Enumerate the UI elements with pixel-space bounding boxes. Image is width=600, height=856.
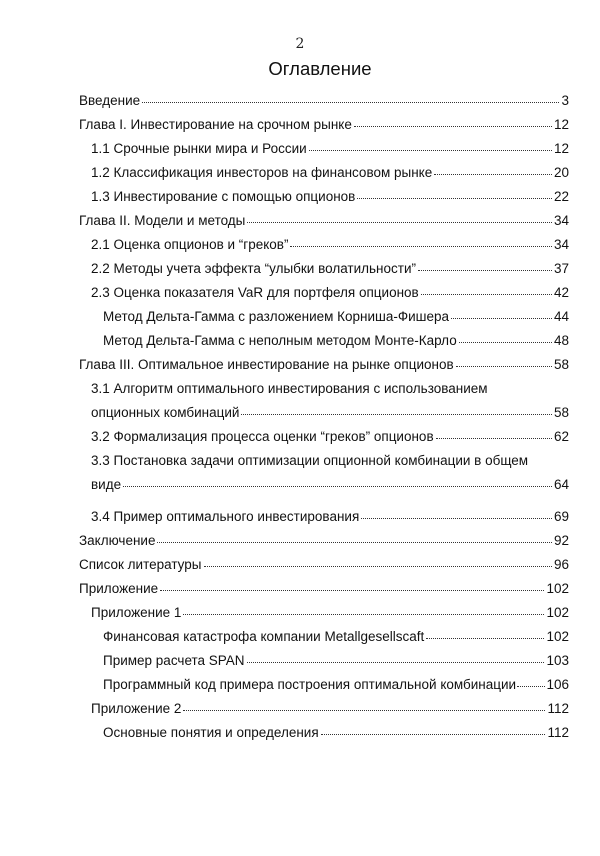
toc-page-number: 34 [553, 237, 569, 252]
toc-entry-label: Финансовая катастрофа компании Metallgesellscaft [103, 629, 425, 644]
toc-entry-label: опционных комбинаций [91, 405, 240, 420]
toc-leader-dots [354, 122, 552, 127]
toc-entry-2-3-method-2[interactable] [103, 332, 569, 350]
toc-entry-appendix-2[interactable] [91, 700, 569, 718]
toc-page-number: 102 [546, 629, 569, 644]
toc-entry-2-2[interactable] [91, 260, 569, 278]
toc-entry-appendix-1-item-3[interactable] [103, 676, 569, 694]
toc-entry-label-first-line: 3.3 Постановка задачи оптимизации опционной комбинации в общем [91, 453, 529, 468]
toc-entry-conclusion[interactable] [79, 532, 569, 550]
toc-entry-label: Введение [79, 93, 141, 108]
toc-entry-label: 1.3 Инвестирование с помощью опционов [91, 189, 356, 204]
toc-entry-1-2[interactable] [91, 164, 569, 182]
toc-leader-dots [157, 538, 551, 543]
toc-page-number: 92 [553, 533, 569, 548]
toc-entry-appendix-1[interactable] [91, 604, 569, 622]
toc-leader-dots [357, 194, 552, 199]
toc-entry-3-4[interactable] [91, 508, 569, 526]
toc-entry-label: 2.3 Оценка показателя VaR для портфеля опционов [91, 285, 419, 300]
toc-entry-label: Основные понятия и определения [103, 725, 319, 740]
toc-entry-2-3-method-1[interactable] [103, 308, 569, 326]
toc-page-number: 12 [553, 117, 569, 132]
toc-leader-dots [451, 314, 552, 319]
toc-entry-introduction[interactable] [79, 92, 569, 110]
toc-entry-1-1[interactable] [91, 140, 569, 158]
toc-page-number: 102 [546, 605, 569, 620]
toc-page-number: 112 [547, 725, 569, 740]
toc-entry-references[interactable] [79, 556, 569, 574]
toc-leader-dots [517, 682, 545, 687]
toc-entry-label: Метод Дельта-Гамма с неполным методом Монте-Карло [103, 333, 457, 348]
toc-entry-chapter-1[interactable] [79, 116, 569, 134]
toc-page-number: 58 [553, 357, 569, 372]
toc-leader-dots [183, 610, 544, 615]
toc-leader-dots [459, 338, 552, 343]
toc-leader-dots [290, 242, 551, 247]
toc-entry-label: Программный код примера построения оптимальной комбинации [103, 677, 517, 692]
toc-entry-label: виде [91, 477, 122, 492]
toc-leader-dots [456, 362, 552, 367]
toc-leader-dots [123, 482, 552, 487]
toc-entry-2-3[interactable] [91, 284, 569, 302]
toc-entry-label: 1.1 Срочные рынки мира и России [91, 141, 307, 156]
toc-page-number: 3 [561, 93, 569, 108]
toc-entry-appendix-2-item-1[interactable] [103, 724, 569, 742]
toc-leader-dots [321, 730, 546, 735]
toc-leader-dots [434, 170, 552, 175]
toc-entry-label: Приложение 1 [91, 605, 182, 620]
toc-entry-label: Пример расчета SPAN [103, 653, 245, 668]
toc-entry-label: Приложение 2 [91, 701, 182, 716]
toc-leader-dots [160, 586, 544, 591]
toc-leader-dots [204, 562, 552, 567]
toc-entry-appendix[interactable] [79, 580, 569, 598]
toc-page-number: 22 [553, 189, 569, 204]
toc-entry-label: 3.4 Пример оптимального инвестирования [91, 509, 360, 524]
toc-page-number: 20 [553, 165, 569, 180]
toc-entry-3-1[interactable] [91, 380, 569, 422]
toc-page-number: 62 [553, 429, 569, 444]
toc-entry-label: 2.2 Методы учета эффекта “улыбки волатильности” [91, 261, 416, 276]
toc-leader-dots [421, 290, 552, 295]
toc-entry-label: Список литературы [79, 557, 202, 572]
page-title: Оглавление [268, 58, 372, 79]
toc-leader-dots [361, 514, 552, 519]
toc-page-number: 96 [553, 557, 569, 572]
toc-page-number: 103 [546, 653, 569, 668]
toc-entry-label: Приложение [79, 581, 159, 596]
toc-page-number: 48 [553, 333, 569, 348]
toc-entry-label: Глава II. Модели и методы [79, 213, 246, 228]
toc-entry-label: 2.1 Оценка опционов и “греков” [91, 237, 289, 252]
toc-page-number: 106 [546, 677, 569, 692]
toc-leader-dots [241, 410, 552, 415]
toc-page-number: 37 [553, 261, 569, 276]
toc-entry-label: 3.2 Формализация процесса оценки “греков” опционов [91, 429, 434, 444]
toc-entry-3-2[interactable] [91, 428, 569, 446]
toc-entry-chapter-3[interactable] [79, 356, 569, 374]
toc-leader-dots [418, 266, 552, 271]
toc-entry-label-first-line: 3.1 Алгоритм оптимального инвестирования с использованием [91, 381, 488, 396]
toc-entry-1-3[interactable] [91, 188, 569, 206]
toc-leader-dots [309, 146, 552, 151]
toc-entry-label: Глава I. Инвестирование на срочном рынке [79, 117, 352, 132]
toc-page-number: 42 [553, 285, 569, 300]
toc-entry-appendix-1-item-2[interactable] [103, 652, 569, 670]
toc-entry-2-1[interactable] [91, 236, 569, 254]
toc-leader-dots [183, 706, 545, 711]
toc-page-number: 69 [553, 509, 569, 524]
toc-page-number: 64 [553, 477, 569, 492]
toc-leader-dots [247, 658, 545, 663]
toc-page-number: 112 [547, 701, 569, 716]
toc-page-number: 34 [553, 213, 569, 228]
toc-entry-label: 1.2 Классификация инвесторов на финансовом рынке [91, 165, 433, 180]
toc-entry-appendix-1-item-1[interactable] [103, 628, 569, 646]
toc-entry-label: Заключение [79, 533, 156, 548]
toc-entry-label: Метод Дельта-Гамма с разложением Корниша-Фишера [103, 309, 450, 324]
toc-entry-label: Глава III. Оптимальное инвестирование на рынке опционов [79, 357, 454, 372]
toc-entry-chapter-2[interactable] [79, 212, 569, 230]
toc-leader-dots [142, 98, 559, 103]
toc-leader-dots [247, 218, 552, 223]
toc-entry-3-3[interactable] [91, 452, 569, 494]
page-number: 2 [295, 36, 305, 52]
toc-page-number: 12 [553, 141, 569, 156]
toc-page-number: 44 [553, 309, 569, 324]
toc-page-number: 58 [553, 405, 569, 420]
toc-page-number: 102 [546, 581, 569, 596]
toc-leader-dots [436, 434, 552, 439]
toc-leader-dots [426, 634, 544, 639]
